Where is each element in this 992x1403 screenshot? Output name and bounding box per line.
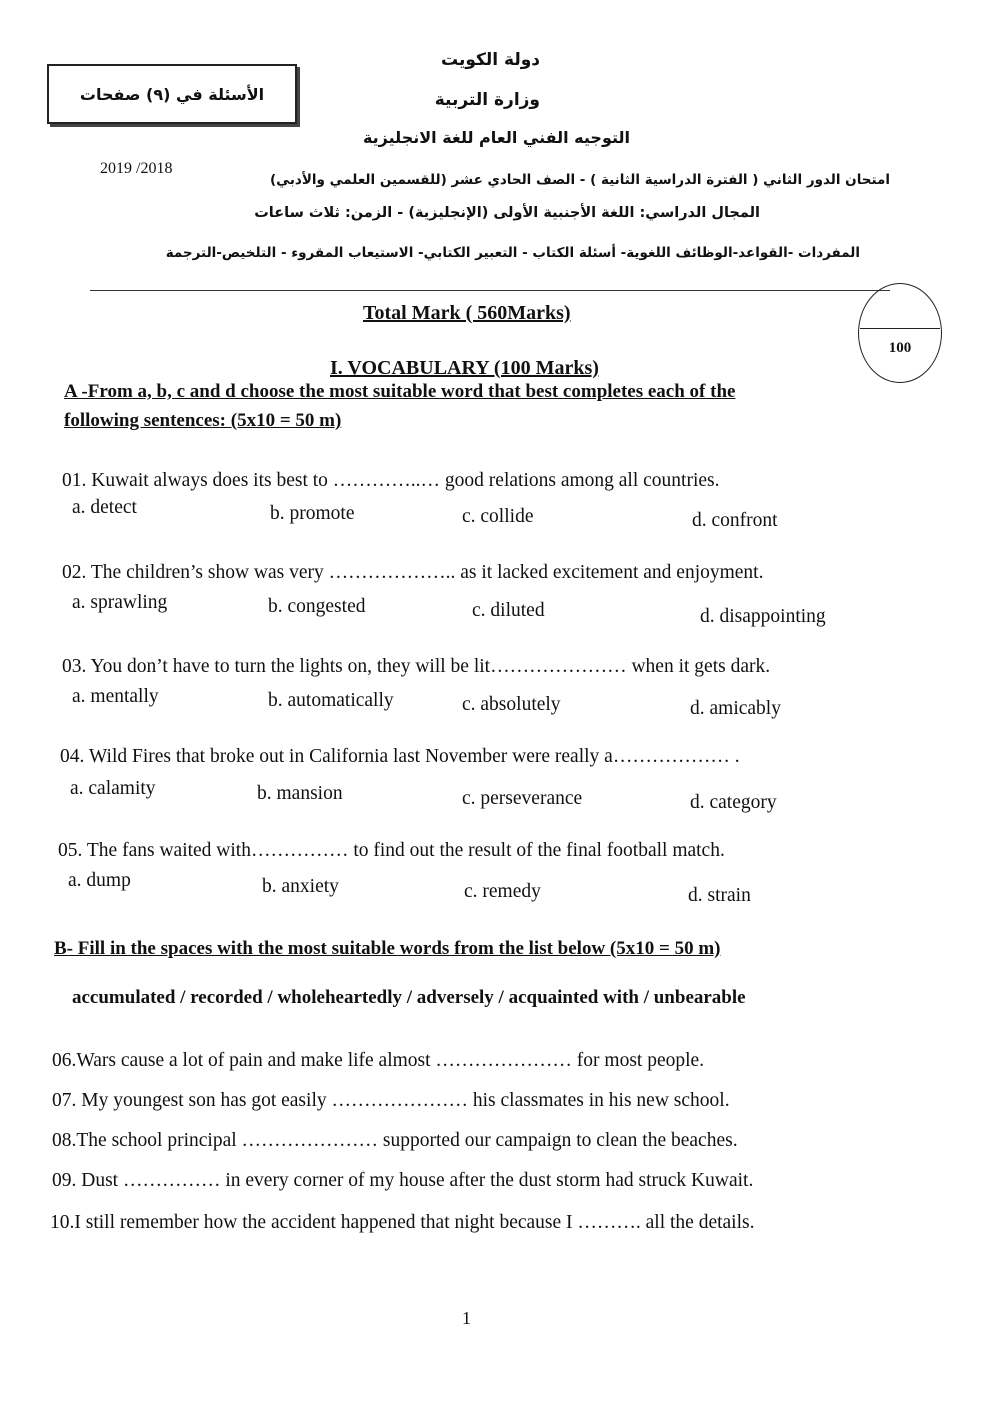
score-oval-value: 100 (888, 340, 912, 356)
question-09: 09. Dust …………… in every corner of my house after the dust storm had struck Kuwait. (52, 1170, 754, 1191)
question-06: 06.Wars cause a lot of pain and make life almost ………………… for most people. (52, 1050, 705, 1071)
option-01-a: a. detect (72, 497, 137, 518)
option-04-b: b. mansion (257, 783, 343, 804)
option-02-d: d. disappointing (700, 606, 826, 627)
question-03: 03. You don’t have to turn the lights on, they will be lit………………… when it gets dark. (62, 656, 771, 677)
part-a-instruction-line1: A -From a, b, c and d choose the most suitable word that best completes each of the (64, 381, 736, 402)
question-08: 08.The school principal ………………… supported our campaign to clean the beaches. (52, 1130, 738, 1151)
header-year: 2019 /2018 (100, 160, 173, 177)
option-02-b: b. congested (268, 596, 366, 617)
part-a-instruction-line2: following sentences: (5x10 = 50 m) (64, 410, 342, 431)
header-skills-line: المفردات -القواعد-الوظائف اللغوية- أسئلة الكتاب - التعبير الكتابي- الاستيعاب المقروء - التلخيص-الترجمة (165, 245, 860, 261)
score-oval (858, 283, 942, 383)
option-04-d: d. category (690, 792, 777, 813)
header-ministry: وزارة التربية (434, 90, 540, 110)
option-01-c: c. collide (462, 506, 534, 527)
option-02-c: c. diluted (472, 600, 545, 621)
option-02-a: a. sprawling (72, 592, 168, 613)
question-04: 04. Wild Fires that broke out in California last November were really a……………… . (60, 746, 740, 767)
option-03-d: d. amicably (690, 698, 781, 719)
question-01: 01. Kuwait always does its best to …………..… good relations among all countries. (62, 470, 720, 491)
option-01-b: b. promote (270, 503, 355, 524)
pages-count-box: الأسئلة في (٩) صفحات (47, 64, 297, 124)
option-01-d: d. confront (692, 510, 778, 531)
header-divider (90, 290, 890, 291)
header-state: دولة الكويت (440, 50, 540, 70)
header-exam-line: امتحان الدور الثاني ( الفترة الدراسية الثانية ) - الصف الحادي عشر (للقسمين العلمي والأدبي) (270, 172, 890, 188)
part-b-instruction: B- Fill in the spaces with the most suitable words from the list below (5x10 = 50 m) (54, 938, 721, 959)
option-05-a: a. dump (68, 870, 131, 891)
total-mark: Total Mark ( 560Marks) (363, 302, 571, 324)
score-oval-divider (860, 328, 940, 329)
header-directorate: التوجيه الفني العام للغة الانجليزية (362, 128, 630, 147)
option-04-c: c. perseverance (462, 788, 583, 809)
option-04-a: a. calamity (70, 778, 156, 799)
option-03-b: b. automatically (268, 690, 394, 711)
question-10: 10.I still remember how the accident happened that night because I ………. all the details. (50, 1212, 755, 1233)
question-07: 07. My youngest son has got easily ………………… his classmates in his new school. (52, 1090, 730, 1111)
part-b-word-list: accumulated / recorded / wholeheartedly / adversely / acquainted with / unbearable (72, 987, 746, 1008)
header-subject-line: المجال الدراسي: اللغة الأجنبية الأولى (الإنجليزية) - الزمن: ثلاث ساعات (254, 205, 760, 221)
option-03-a: a. mentally (72, 686, 159, 707)
section-title: I. VOCABULARY (100 Marks) (330, 357, 599, 379)
option-03-c: c. absolutely (462, 694, 561, 715)
question-05: 05. The fans waited with…………… to find out the result of the final football match. (58, 840, 725, 861)
option-05-b: b. anxiety (262, 876, 339, 897)
page-number: 1 (462, 1308, 471, 1328)
question-02: 02. The children’s show was very ……………….. as it lacked excitement and enjoyment. (62, 562, 764, 583)
option-05-c: c. remedy (464, 881, 541, 902)
option-05-d: d. strain (688, 885, 751, 906)
